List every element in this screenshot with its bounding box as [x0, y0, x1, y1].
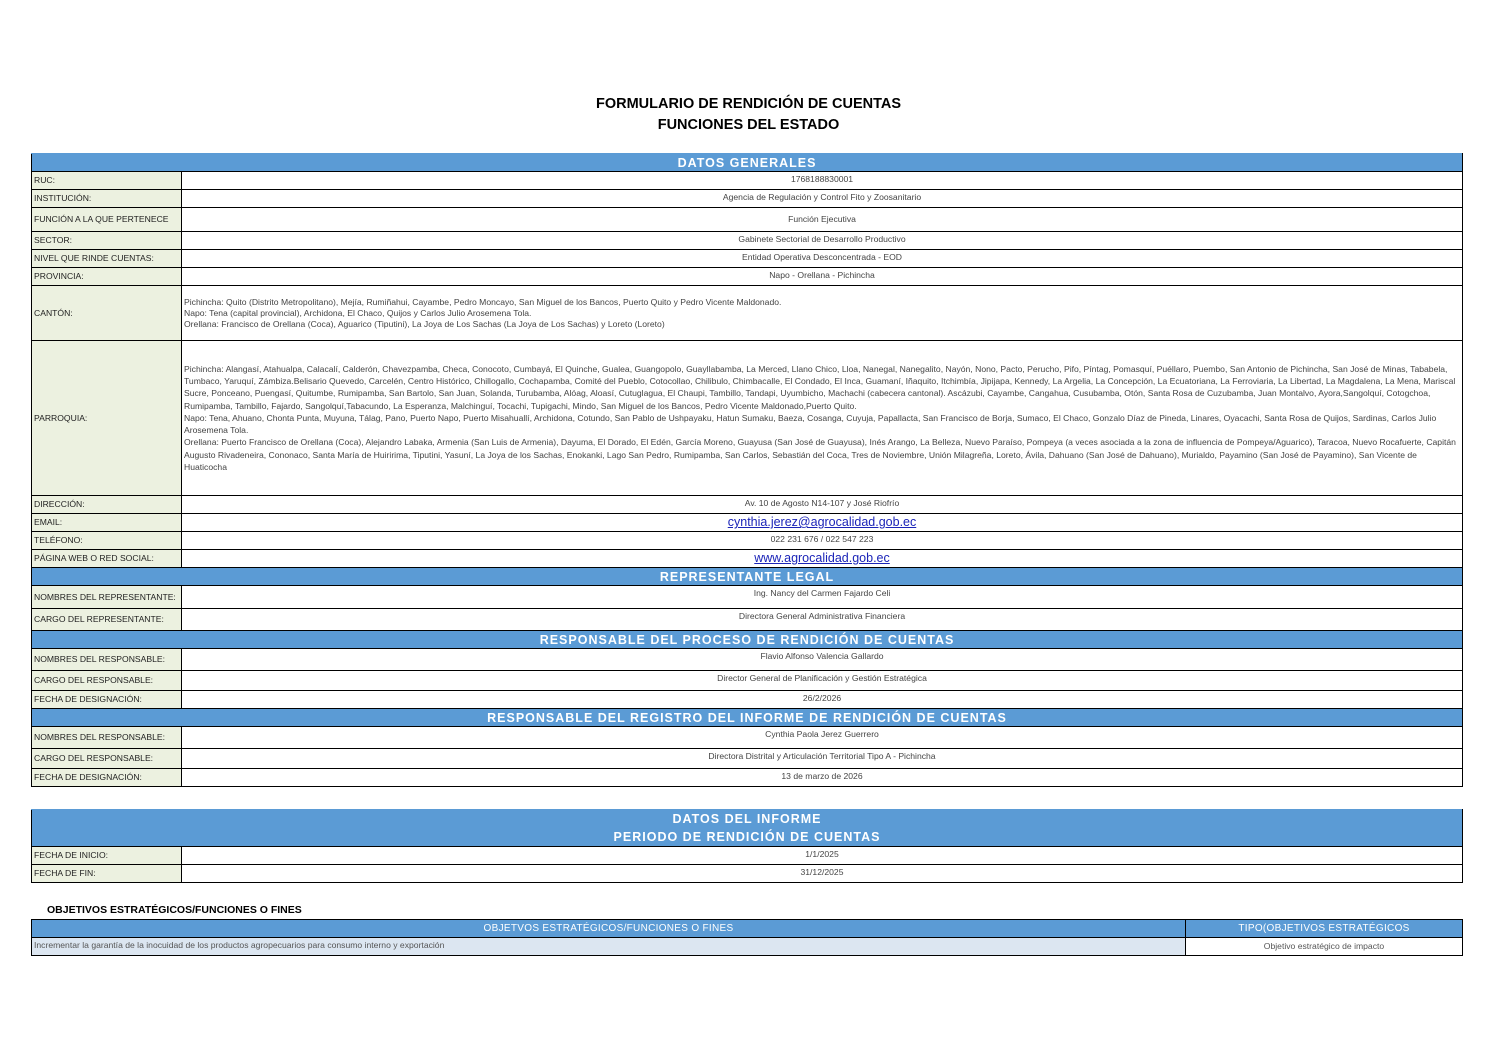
periodo-title: PERIODO DE RENDICIÓN DE CUENTAS	[613, 830, 881, 844]
provincia-value: Napo - Orellana - Pichincha	[182, 268, 1463, 286]
representante-nombres-label: NOMBRES DEL REPRESENTANTE:	[32, 586, 182, 609]
ruc-label: RUC:	[32, 172, 182, 190]
web-label: PÁGINA WEB O RED SOCIAL:	[32, 550, 182, 568]
section-header-responsable-registro: RESPONSABLE DEL REGISTRO DEL INFORME DE RENDICIÓN DE CUENTAS	[32, 709, 1463, 727]
section-header-representante: REPRESENTANTE LEGAL	[32, 568, 1463, 586]
section-header-datos-generales: DATOS GENERALES	[32, 154, 1463, 172]
email-link[interactable]: cynthia.jerez@agrocalidad.gob.ec	[727, 515, 917, 529]
registro-fecha-value: 13 de marzo de 2026	[182, 769, 1463, 787]
registro-nombres-value: Cynthia Paola Jerez Guerrero	[182, 727, 1463, 749]
registro-cargo-label: CARGO DEL RESPONSABLE:	[32, 749, 182, 769]
sector-value: Gabinete Sectorial de Desarrollo Productivo	[182, 232, 1463, 250]
institucion-label: INSTITUCIÓN:	[32, 190, 182, 208]
datos-informe-table	[31, 809, 1463, 883]
email-cell	[182, 514, 1463, 532]
proceso-cargo-value: Director General de Planificación y Gestión Estratégica	[182, 671, 1463, 691]
direccion-value: Av. 10 de Agosto N14-107 y José Riofrío	[182, 496, 1463, 514]
proceso-cargo-label: CARGO DEL RESPONSABLE:	[32, 671, 182, 691]
email-label: EMAIL:	[32, 514, 182, 532]
representante-cargo-value: Directora General Administrativa Financiera	[182, 609, 1463, 631]
proceso-fecha-label: FECHA DE DESIGNACIÓN:	[32, 691, 182, 709]
fecha-inicio-label: FECHA DE INICIO:	[32, 847, 182, 865]
form-title: FORMULARIO DE RENDICIÓN DE CUENTAS	[595, 96, 902, 112]
section-header-datos-informe	[32, 810, 1463, 847]
canton-line: Pichincha: Quito (Distrito Metropolitano), Mejía, Rumiñahui, Cayambe, Pedro Moncayo, San Miguel de los Bancos, Puerto Quito y Pedro Vicente Maldonado.	[184, 296, 782, 307]
canton-label: CANTÓN:	[32, 286, 182, 341]
form-subtitle: FUNCIONES DEL ESTADO	[657, 117, 840, 133]
nivel-label: NIVEL QUE RINDE CUENTAS:	[32, 250, 182, 268]
objetivos-table	[31, 919, 1463, 956]
ruc-value: 1768188830001	[182, 172, 1463, 190]
table-row	[32, 938, 1463, 956]
proceso-nombres-label: NOMBRES DEL RESPONSABLE:	[32, 649, 182, 671]
provincia-label: PROVINCIA:	[32, 268, 182, 286]
parroquia-label: PARROQUIA:	[32, 341, 182, 496]
parroquia-paragraph: Pichincha: Alangasí, Atahualpa, Calacalí, Calderón, Chavezpamba, Checa, Conocoto, Cumbayá, El Quinche, Gualea, Guangopolo, Guayllabamba, La Merced, Llano Chico, Lloa, Nanegal, Nanegalito, Nayón, Nono, Pacto, Perucho, Pifo, Píntag, Pomasquí, Puéllaro, Puembo, San Antonio de Pichincha, San José de Minas, Tababela, Tumbaco, Yaruquí, Zámbiza.Belisario Quevedo, Carcelén, Centro Histórico, Chillogallo, Cochapamba, Comité del Pueblo, Cotocollao, Chilibulo, Chimbacalle, El Condado, El Inca, Guamaní, Iñaquito, Itchimbía, Jipijapa, Kennedy, La Argelia, La Concepción, La Ecuatoriana, La Ferroviaria, La Libertad, La Magdalena, La Mena, Mariscal Sucre, Ponceano, Puengasí, Quitumbe, Rumipamba, San Bartolo, San Juan, Solanda, Turubamba, Alóag, Aloasí, Cutuglagua, El Chaupi, Tambillo, Tandapi, Uyumbicho, Machachi (cabecera cantonal). Ascázubi, Cayambe, Cangahua, Cusubamba, Otón, Santa Rosa de Cuzubamba, Juan Montalvo, Ayora,Sangolquí, Cotogchoa, Rumipamba, Tambillo, Fajardo, Sangolquí,Tabacundo, La Esperanza, Malchinguí, Tocachi, Tupigachi, Mindo, San Miguel de los Bancos, Pedro Vicente Maldonado,Puerto Quito.	[184, 364, 1456, 411]
funcion-value: Función Ejecutiva	[182, 208, 1463, 232]
telefono-value: 022 231 676 / 022 547 223	[182, 532, 1463, 550]
registro-nombres-label: NOMBRES DEL RESPONSABLE:	[32, 727, 182, 749]
canton-value	[182, 286, 1463, 341]
parroquia-paragraph: Orellana: Puerto Francisco de Orellana (Coca), Alejandro Labaka, Armenia (San Luis de Armenia), Dayuma, El Dorado, El Edén, García Moreno, Guayusa (San José de Guayusa), Inés Arango, La Belleza, Nuevo Paraíso, Pompeya (a veces asociada a la zona de influencia de Pompeya/Aguarico), Taracoa, Nuevo Rocafuerte, Capitán Augusto Rivadeneira, Cononaco, Santa María de Huiririma, Tiputini, Yasuní, La Joya de los Sachas, Enokanki, Lago San Pedro, Rumipamba, San Carlos, Sebastián del Coca, Tres de Noviembre, Unión Milagreña, Loreto, Ávila, Dahuano (San José de Dahuano), Murialdo, Payamino (San José de Payamino), San Vicente de Huaticocha	[184, 437, 1456, 472]
registro-fecha-label: FECHA DE DESIGNACIÓN:	[32, 769, 182, 787]
objetivos-section-title: OBJETIVOS ESTRATÉGICOS/FUNCIONES O FINES	[47, 904, 302, 916]
representante-cargo-label: CARGO DEL REPRESENTANTE:	[32, 609, 182, 631]
nivel-value: Entidad Operativa Desconcentrada - EOD	[182, 250, 1463, 268]
fecha-fin-label: FECHA DE FIN:	[32, 865, 182, 883]
institucion-value: Agencia de Regulación y Control Fito y Zoosanitario	[182, 190, 1463, 208]
canton-line: Napo: Tena (capital provincial), Archidona, El Chaco, Quijos y Carlos Julio Arosemena Tola.	[184, 307, 532, 318]
parroquia-value	[182, 341, 1463, 496]
fecha-fin-value: 31/12/2025	[182, 865, 1463, 883]
datos-generales-table	[31, 153, 1463, 787]
registro-cargo-value: Directora Distrital y Articulación Territorial Tipo A - Pichincha	[182, 749, 1463, 769]
section-header-responsable-proceso: RESPONSABLE DEL PROCESO DE RENDICIÓN DE CUENTAS	[32, 631, 1463, 649]
sector-label: SECTOR:	[32, 232, 182, 250]
objetivo-cell: Incrementar la garantía de la inocuidad de los productos agropecuarios para consumo interno y exportación	[32, 938, 1186, 956]
representante-nombres-value: Ing. Nancy del Carmen Fajardo Celi	[182, 586, 1463, 609]
canton-line: Orellana: Francisco de Orellana (Coca), Aguarico (Tiputini), La Joya de Los Sachas (La Joya de Los Sachas) y Loreto (Loreto)	[184, 318, 665, 329]
parroquia-paragraph: Napo: Tena, Ahuano, Chonta Punta, Muyuna, Tálag, Pano, Puerto Napo, Puerto Misahuallí, Archidona, Cotundo, San Pablo de Ushpayaku, Hatun Sumaku, Baeza, Cosanga, Cuyuja, Papallacta, San Francisco de Borja, Sumaco, El Chaco, Gonzalo Díaz de Pineda, Linares, Oyacachi, Santa Rosa de Quijos, Sardinas, Carlos Julio Arosemena Tola.	[184, 412, 1437, 436]
proceso-fecha-value: 26/2/2026	[182, 691, 1463, 709]
funcion-label: FUNCIÓN A LA QUE PERTENECE	[32, 208, 182, 232]
web-link[interactable]: www.agrocalidad.gob.ec	[754, 551, 890, 565]
datos-informe-title: DATOS DEL INFORME	[672, 812, 822, 826]
proceso-nombres-value: Flavio Alfonso Valencia Gallardo	[182, 649, 1463, 671]
objetivos-col-header: OBJETVOS ESTRATÉGICOS/FUNCIONES O FINES	[32, 920, 1186, 938]
telefono-label: TELÉFONO:	[32, 532, 182, 550]
tipo-col-header: TIPO(OBJETIVOS ESTRATÉGICOS	[1186, 920, 1463, 938]
fecha-inicio-value: 1/1/2025	[182, 847, 1463, 865]
direccion-label: DIRECCIÓN:	[32, 496, 182, 514]
tipo-cell: Objetivo estratégico de impacto	[1186, 938, 1463, 956]
web-cell	[182, 550, 1463, 568]
